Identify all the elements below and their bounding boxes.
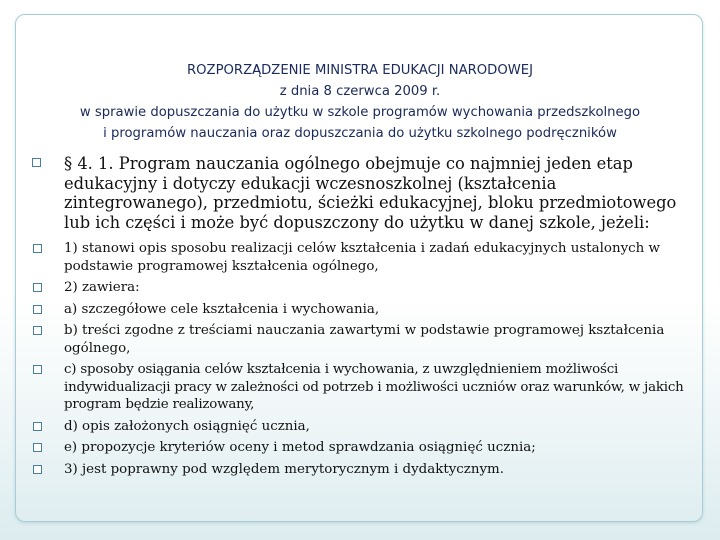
square-bullet-icon — [32, 158, 41, 167]
square-bullet-icon — [33, 365, 42, 374]
list-item-text: 3) jest poprawny pod względem merytorycznym i dydaktycznym. — [64, 461, 504, 477]
main-paragraph-text: § 4. 1. Program nauczania ogólnego obejmuje co najmniej jeden etap edukacyjny i dotyczy edukacji wczesnoszkolnej (kształcenia zintegrowanego), przedmiotu, ścieżki edukacyjnej, bloku przedmiotowego lub ich części i może być dopuszczony do użytku w danej szkole, jeżeli: — [64, 154, 677, 232]
list-item — [30, 461, 690, 479]
square-bullet-icon — [33, 326, 42, 335]
list-item — [30, 361, 690, 414]
list-item-text: c) sposoby osiągania celów kształcenia i wychowania, z uwzględnieniem możliwości indywidualizacji pracy w zależności od potrzeb i możliwości uczniów oraz warunków, w jakich program będzie realizowany, — [64, 362, 684, 412]
list-item-text: a) szczegółowe cele kształcenia i wychowania, — [64, 301, 380, 317]
square-bullet-icon — [33, 305, 42, 314]
list-item-text: d) opis założonych osiągnięć ucznia, — [64, 418, 310, 434]
square-bullet-icon — [33, 465, 42, 474]
square-bullet-icon — [33, 422, 42, 431]
list-item — [30, 322, 690, 357]
regulation-content — [30, 154, 690, 482]
title-line-2: z dnia 8 czerwca 2009 r. — [279, 84, 441, 99]
square-bullet-icon — [33, 244, 42, 253]
list-item — [30, 418, 690, 436]
title-line-4: i programów nauczania oraz dopuszczania do użytku szkolnego podręczników — [103, 126, 617, 141]
title-line-3: w sprawie dopuszczania do użytku w szkole programów wychowania przedszkolnego — [79, 105, 641, 120]
title-line-1: ROZPORZĄDZENIE MINISTRA EDUKACJI NARODOWEJ — [187, 63, 533, 78]
list-item-text: 1) stanowi opis sposobu realizacji celów kształcenia i zadań edukacyjnych ustalonych w podstawie programowej kształcenia ogólnego, — [64, 241, 661, 274]
main-paragraph — [30, 154, 690, 232]
list-item — [30, 240, 690, 275]
list-item-text: b) treści zgodne z treściami nauczania zawartymi w podstawie programowej kształcenia ogólnego, — [64, 323, 665, 356]
list-item-text: 2) zawiera: — [64, 280, 140, 295]
list-item — [30, 279, 690, 297]
document-title — [20, 60, 700, 144]
list-item — [30, 439, 690, 457]
list-item-text: e) propozycje kryteriów oceny i metod sprawdzania osiągnięć ucznia; — [64, 440, 536, 455]
list-item — [30, 301, 690, 319]
square-bullet-icon — [33, 443, 42, 452]
square-bullet-icon — [33, 283, 42, 292]
